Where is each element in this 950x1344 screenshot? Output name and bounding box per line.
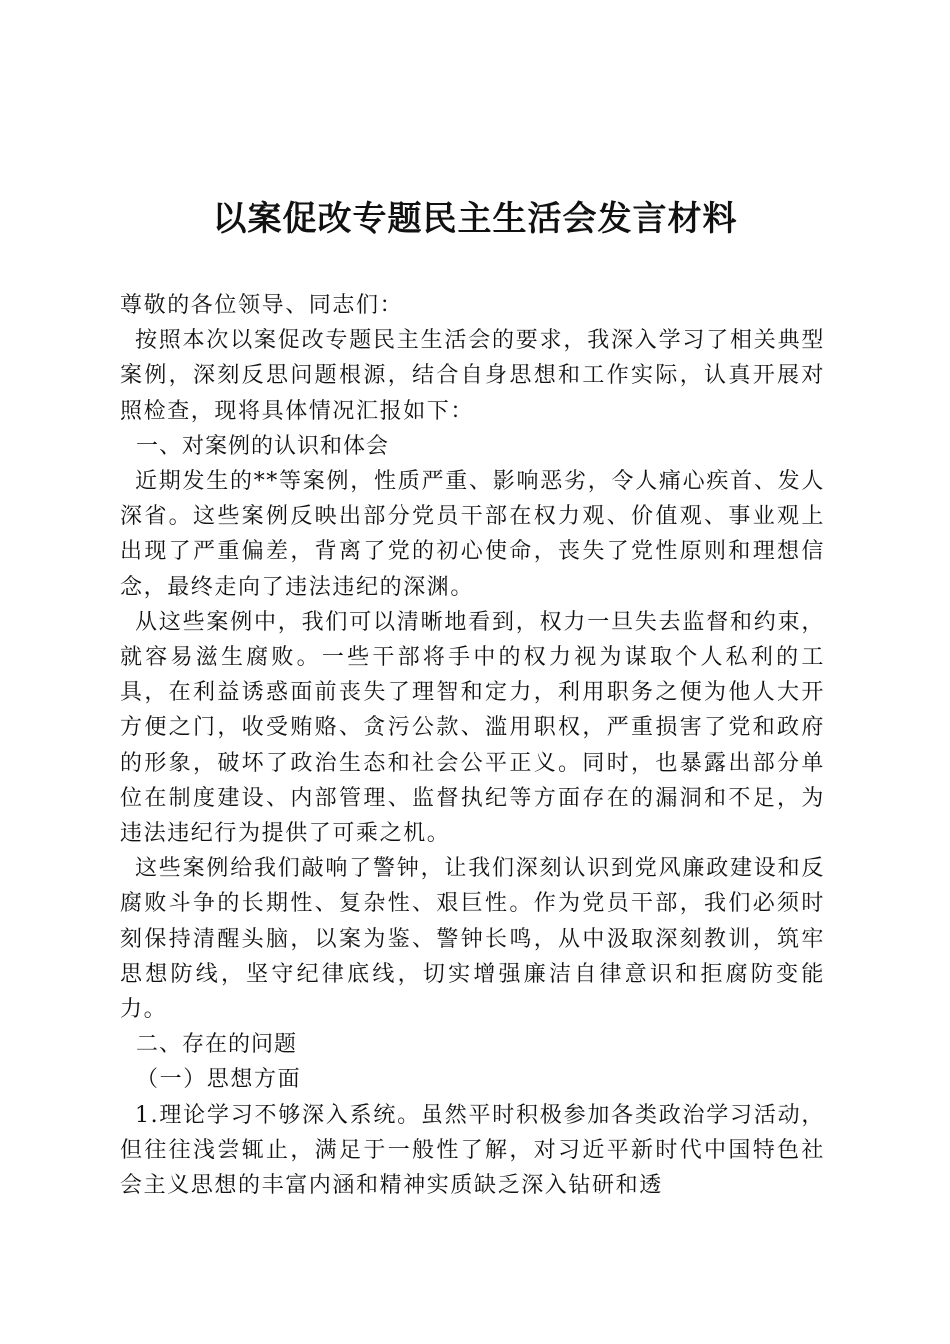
section-1-paragraph-1: 近期发生的**等案例，性质严重、影响恶劣，令人痛心疾首、发人深省。这些案例反映出部分党员干部在权力观、价值观、事业观上出现了严重偏差，背离了党的初心使命，丧失了党性原则和理想信念，最终走向了违法违纪的深渊。 — [120, 469, 825, 600]
section-1-heading: 一、对案例的认识和体会 — [136, 433, 390, 459]
section-1-paragraph-2: 从这些案例中，我们可以清晰地看到，权力一旦失去监督和约束，就容易滋生腐败。一些干部将手中的权力视为谋取个人私利的工具，在利益诱惑面前丧失了理智和定力，利用职务之便为他人大开方便之门，收受贿赂、贪污公款、滥用职权，严重损害了党和政府的形象，破坏了政治生态和社会公平正义。同时，也暴露出部分单位在制度建设、内部管理、监督执纪等方面存在的漏洞和不足，为违法违纪行为提供了可乘之机。 — [120, 609, 825, 847]
document-title: 以案促改专题民主生活会发言材料 — [212, 199, 738, 239]
section-1-paragraph-3: 这些案例给我们敲响了警钟，让我们深刻认识到党风廉政建设和反腐败斗争的长期性、复杂性、艰巨性。作为党员干部，我们必须时刻保持清醒头脑，以案为鉴、警钟长鸣，从中汲取深刻教训，筑牢思想防线，坚守纪律底线，切实增强廉洁自律意识和拒腐防变能力。 — [120, 856, 825, 1023]
section-2-paragraph-1: 1.理论学习不够深入系统。虽然平时积极参加各类政治学习活动，但往往浅尝辄止，满足于一般性了解，对习近平新时代中国特色社会主义思想的丰富内涵和精神实质缺乏深入钻研和透 — [120, 1102, 825, 1199]
document-body — [120, 288, 825, 1203]
section-2-subheading: （一）思想方面 — [136, 1067, 302, 1093]
intro-paragraph: 按照本次以案促改专题民主生活会的要求，我深入学习了相关典型案例，深刻反思问题根源，结合自身思想和工作实际，认真开展对照检查，现将具体情况汇报如下： — [120, 328, 825, 424]
salutation: 尊敬的各位领导、同志们： — [120, 293, 404, 318]
section-2-heading: 二、存在的问题 — [136, 1032, 298, 1058]
